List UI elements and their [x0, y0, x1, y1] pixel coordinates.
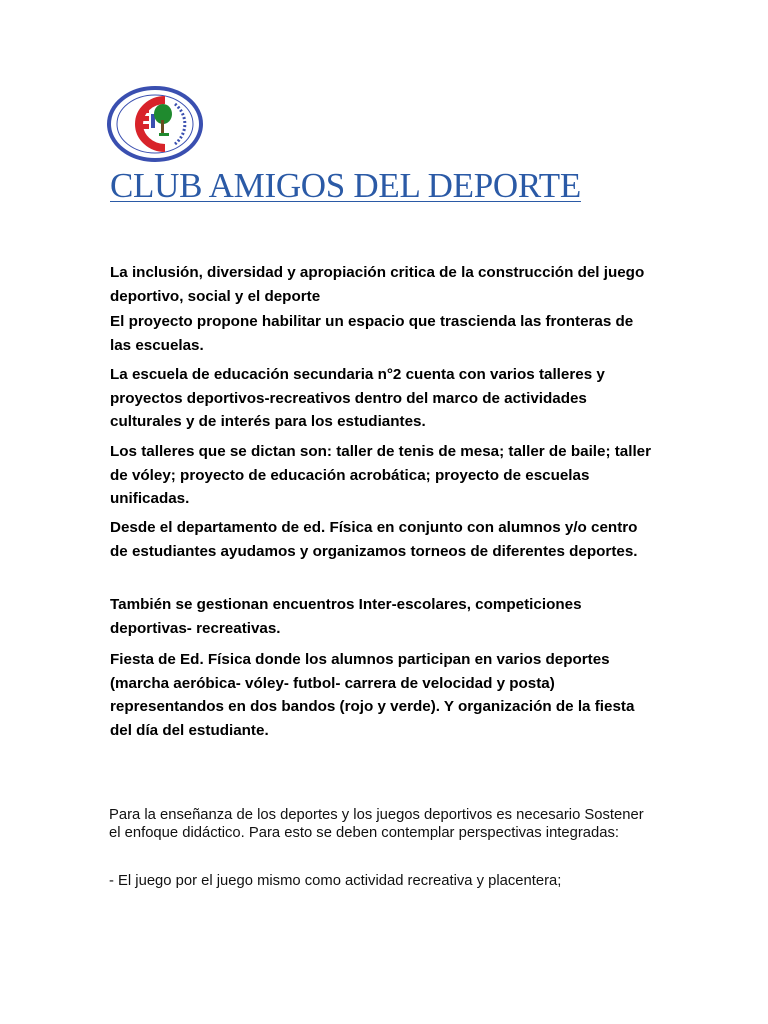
page-title[interactable]: CLUB AMIGOS DEL DEPORTE — [110, 166, 581, 205]
paragraph-ensenanza: Para la enseñanza de los deportes y los juegos deportivos es necesario Sostener el enfoque didáctico. Para esto se deben contemplar perspectivas integradas: — [109, 807, 644, 841]
paragraph-fiesta: Fiesta de Ed. Física donde los alumnos participan en varios deportes (marcha aeróbica- vóley- futbol- carrera de velocidad y posta) representandos en dos bandos (rojo y verde). Y organización de la fiesta del día del estudiante. — [110, 651, 635, 739]
paragraph-encuentros: También se gestionan encuentros Inter-escolares, competiciones deportivas- recreativas. — [110, 596, 582, 637]
paragraph-proyecto: El proyecto propone habilitar un espacio que trascienda las fronteras de las escuelas. — [110, 313, 634, 354]
school-logo-icon — [107, 86, 203, 162]
paragraph-departamento: Desde el departamento de ed. Física en conjunto con alumnos y/o centro de estudiantes ayudamos y organizamos torneos de diferentes deportes. — [110, 519, 638, 560]
paragraph-talleres: Los talleres que se dictan son: taller de tenis de mesa; taller de baile; taller de vóley; proyecto de educación acrobática; proyecto de escuelas unificadas. — [110, 443, 652, 507]
paragraph-escuela: La escuela de educación secundaria n°2 cuenta con varios talleres y proyectos deportivos-recreativos dentro del marco de actividades culturales y de interés para los estudiantes. — [110, 366, 605, 430]
paragraph-inclusion: La inclusión, diversidad y apropiación critica de la construcción del juego deportivo, social y el deporte — [110, 264, 645, 305]
list-item-juego: - El juego por el juego mismo como actividad recreativa y placentera; — [109, 873, 562, 889]
